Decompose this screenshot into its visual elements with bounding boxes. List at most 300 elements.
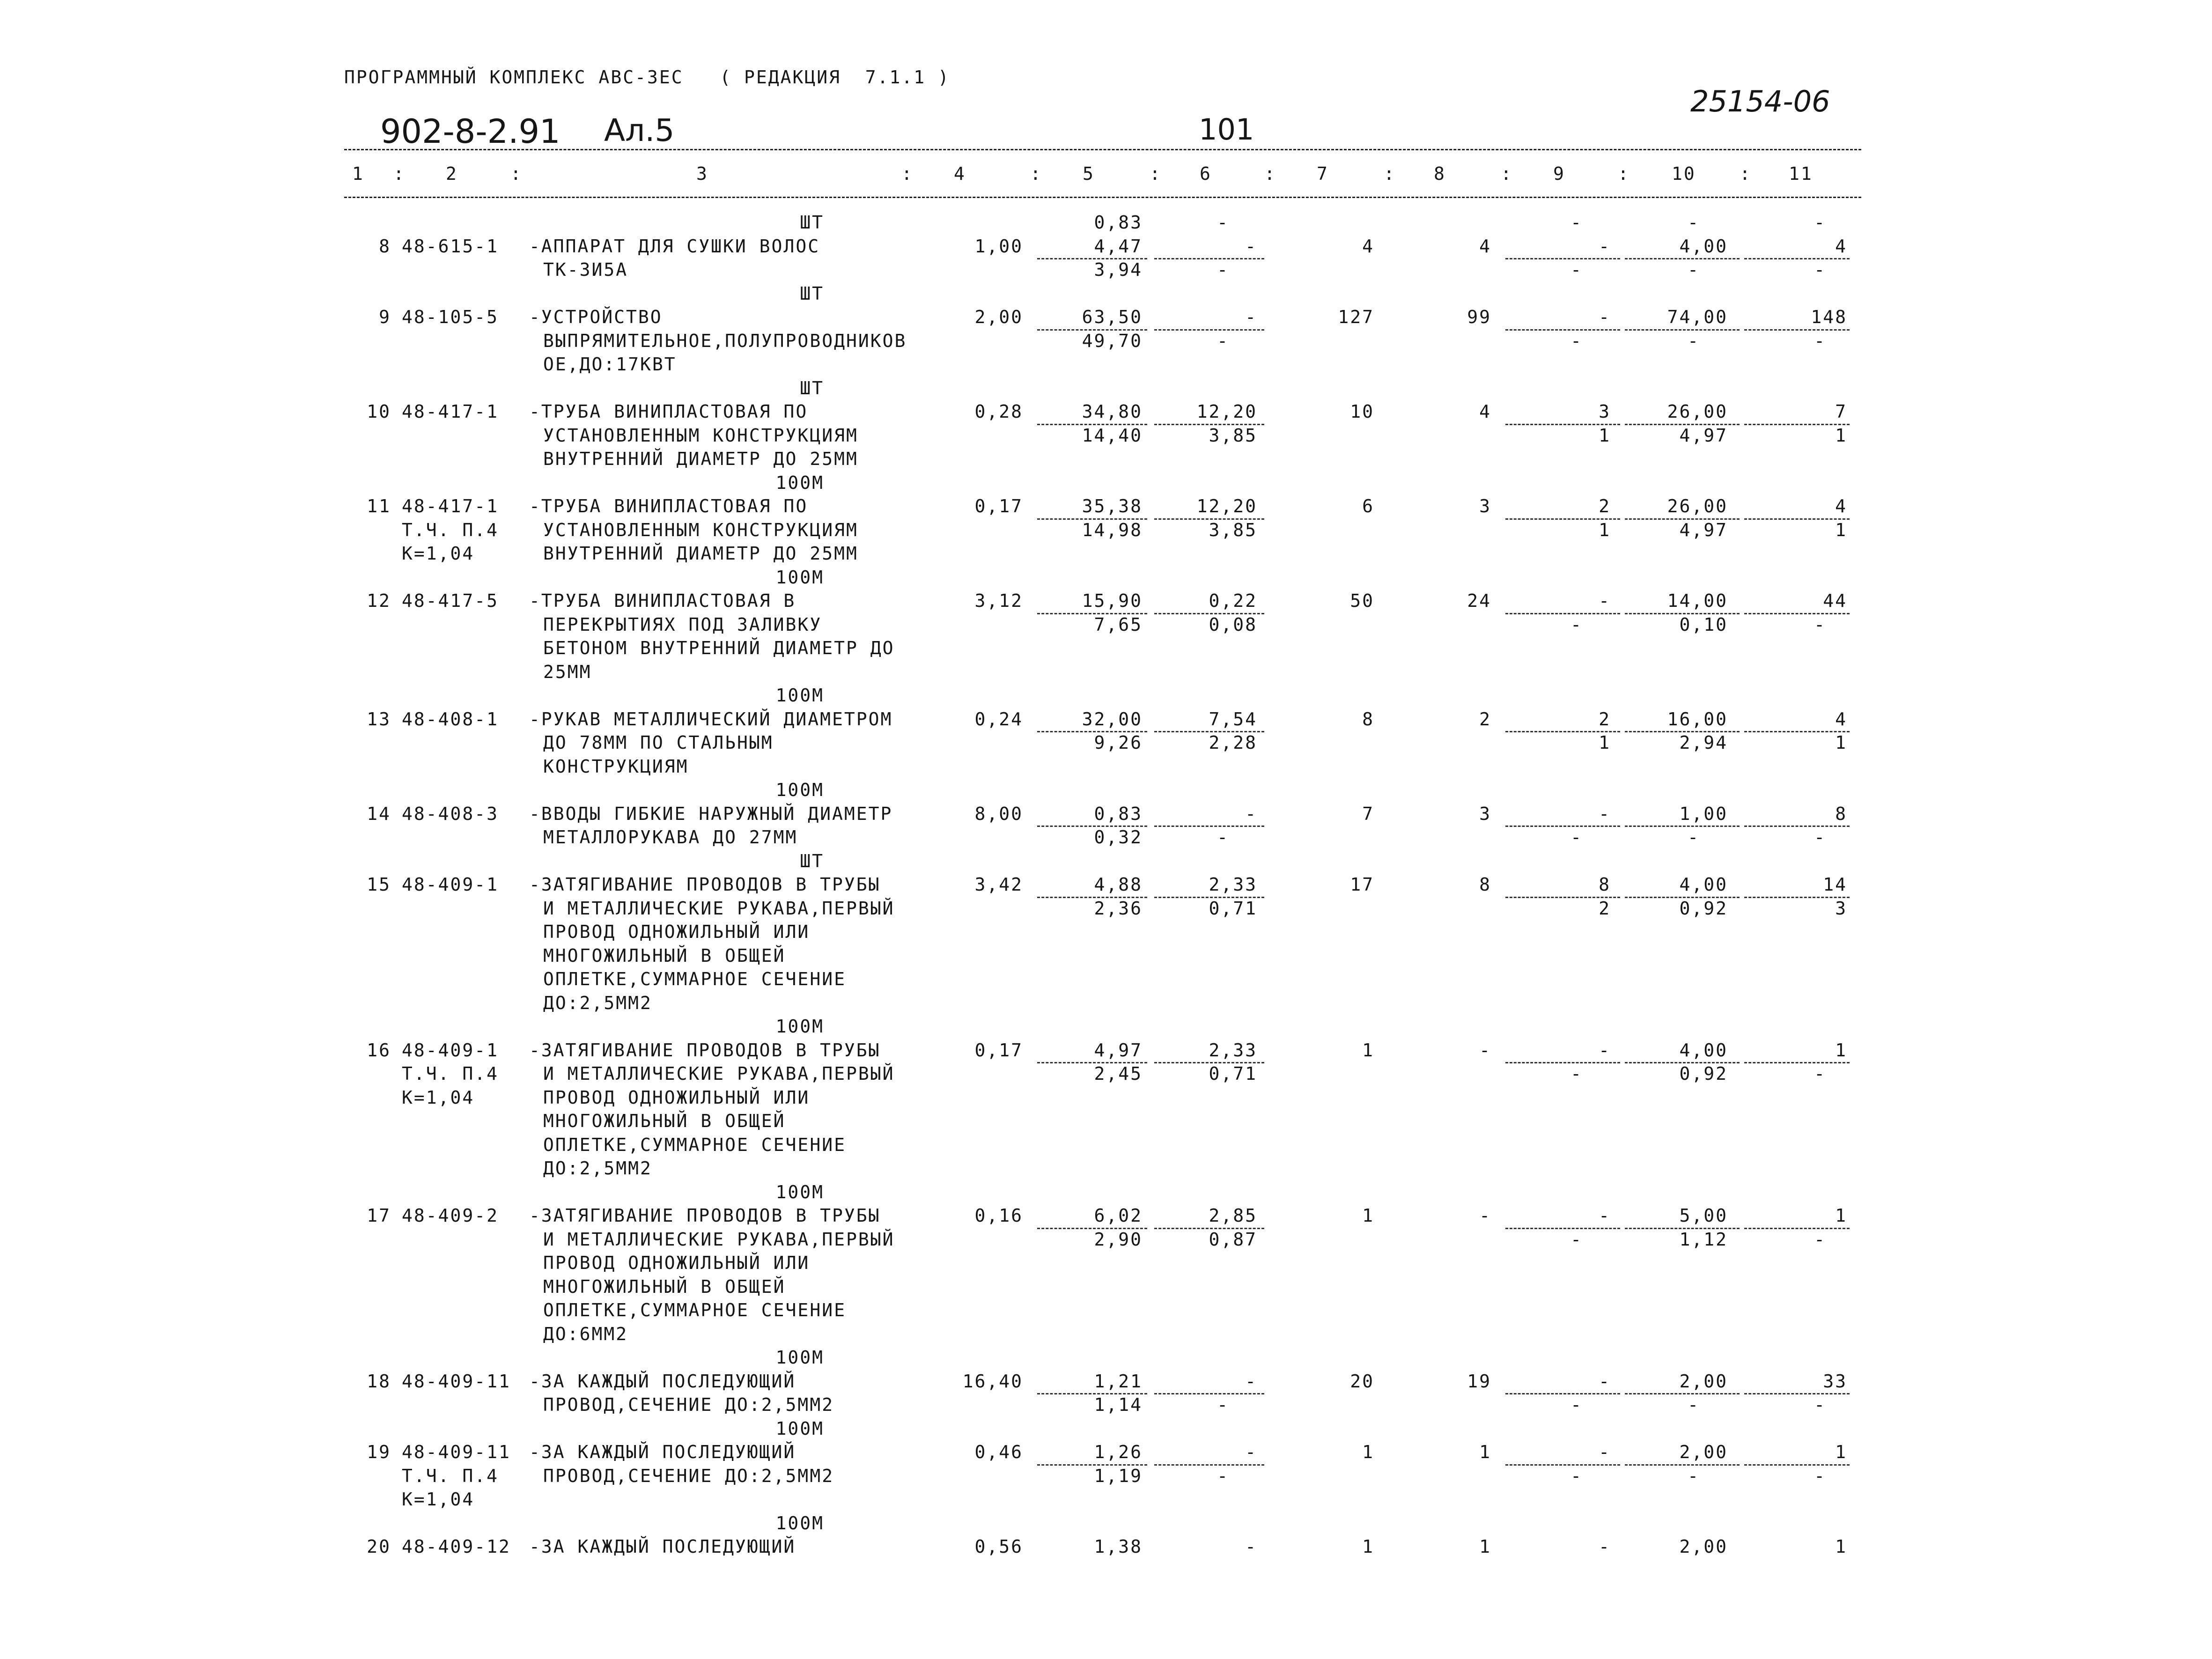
column-separator: :	[510, 163, 523, 184]
program-header: ПРОГРАММНЫЙ КОМПЛЕКС АВС-3ЕС ( РЕДАКЦИЯ 7.1.1 )	[344, 67, 950, 88]
column-separator: :	[1264, 163, 1276, 184]
unit-label: 100М	[775, 1347, 824, 1368]
subtotal-dash-line	[1744, 826, 1850, 827]
work-description: -ЗАТЯГИВАНИЕ ПРОВОДОВ В ТРУБЫ	[529, 1040, 881, 1061]
cell-col9: 2	[1599, 708, 1611, 730]
column-separator: :	[1030, 163, 1042, 184]
cell-col5-bottom: 14,40	[1082, 425, 1143, 446]
subtotal-dash-line	[1744, 613, 1850, 614]
rate-code-coef: К=1,04	[402, 1087, 475, 1108]
cell-col10: 5,00	[1679, 1205, 1728, 1226]
rate-code: 48-409-11	[402, 1371, 511, 1392]
cell-col11: 1	[1835, 1536, 1847, 1557]
cell-col10-bottom: -	[1688, 827, 1700, 848]
cell-col9: -	[1599, 590, 1611, 611]
work-description: ПРОВОД,СЕЧЕНИЕ ДО:2,5ММ2	[543, 1394, 834, 1415]
cell-col9-bottom: 1	[1599, 425, 1611, 446]
cell-col11: 4	[1835, 708, 1847, 730]
row-number: 15	[367, 874, 391, 895]
work-description: ДО 78ММ ПО СТАЛЬНЫМ	[543, 732, 774, 753]
cell-col9: 2	[1599, 496, 1611, 516]
row-number: 16	[367, 1040, 391, 1061]
cell-col11: 1	[1835, 1205, 1847, 1226]
cell-col10-bottom: 0,10	[1679, 614, 1728, 635]
cell-col5: 0,83	[1094, 803, 1143, 824]
cell-col6: 2,33	[1209, 874, 1257, 895]
work-description: -ВВОДЫ ГИБКИЕ НАРУЖНЫЙ ДИАМЕТР	[529, 803, 893, 824]
subtotal-dash-line	[1744, 731, 1850, 732]
work-description: МНОГОЖИЛЬНЫЙ В ОБЩЕЙ	[543, 945, 786, 966]
cell-col6-bottom: 0,71	[1209, 898, 1257, 919]
header-rule-bottom	[344, 197, 1861, 198]
cell-col5-bottom: 3,94	[1094, 259, 1143, 280]
unit-label: 100М	[775, 567, 824, 588]
quantity: 2,00	[974, 307, 1023, 327]
subtotal-dash-line	[1505, 329, 1620, 331]
sheet-label: Ал.5	[604, 112, 675, 148]
subtotal-dash-line	[1744, 518, 1850, 520]
rate-code-coef: К=1,04	[402, 1489, 475, 1510]
cell-col11: 7	[1835, 401, 1847, 422]
cell-col9-bottom: -	[1571, 1465, 1583, 1486]
cell-col5-bottom: 14,98	[1082, 519, 1143, 540]
work-description: ПРОВОД ОДНОЖИЛЬНЫЙ ИЛИ	[543, 1087, 810, 1108]
cell-col7: 1	[1362, 1040, 1374, 1061]
cell-col9: 3	[1599, 401, 1611, 422]
quantity: 8,00	[974, 803, 1023, 824]
column-separator: :	[1150, 163, 1162, 184]
work-description: МНОГОЖИЛЬНЫЙ В ОБЩЕЙ	[543, 1276, 786, 1297]
subtotal-dash-line	[1744, 1464, 1850, 1466]
cell-col6-bottom: -	[1217, 1465, 1229, 1486]
work-description: И МЕТАЛЛИЧЕСКИЕ РУКАВА,ПЕРВЫЙ	[543, 898, 895, 919]
subtotal-dash-line	[1505, 826, 1620, 827]
subtotal-dash-line	[1744, 1228, 1850, 1229]
cell-col6-bottom: 2,28	[1209, 732, 1257, 753]
rate-code: 48-615-1	[402, 236, 499, 257]
cell-col6-bottom: 0,71	[1209, 1063, 1257, 1084]
cell-col10-bottom: 0,92	[1679, 898, 1728, 919]
quantity: 0,46	[974, 1442, 1023, 1462]
cell-col5-bottom: 2,90	[1094, 1229, 1143, 1250]
subtotal-dash-line	[1505, 1062, 1620, 1063]
cell-col10-bottom: 1,12	[1679, 1229, 1728, 1250]
cell-col6: 7,54	[1209, 708, 1257, 730]
unit-label: 100М	[775, 780, 824, 800]
work-description: -ТРУБА ВИНИПЛАСТОВАЯ В	[529, 590, 796, 611]
column-separator: :	[1740, 163, 1752, 184]
cell-col5: 1,38	[1094, 1536, 1143, 1557]
work-description: МНОГОЖИЛЬНЫЙ В ОБЩЕЙ	[543, 1111, 786, 1131]
cell-col11: 14	[1823, 874, 1847, 895]
rate-code-coef: К=1,04	[402, 543, 475, 564]
cell-col10: 1,00	[1679, 803, 1728, 824]
cell-col9-bottom: -	[1571, 330, 1583, 351]
cell-col6-bottom: 0,87	[1209, 1229, 1257, 1250]
subtotal-dash-line	[1625, 258, 1740, 259]
cell-col10-bottom: 2,94	[1679, 732, 1728, 753]
cell-col10: 14,00	[1667, 590, 1728, 611]
cell-col6: 2,33	[1209, 1040, 1257, 1061]
cell-col9: -	[1599, 1442, 1611, 1462]
quantity: 3,42	[974, 874, 1023, 895]
cell-col11: 4	[1835, 496, 1847, 516]
work-description: И МЕТАЛЛИЧЕСКИЕ РУКАВА,ПЕРВЫЙ	[543, 1229, 895, 1250]
cell-col9-top: -	[1571, 212, 1583, 233]
cell-col9: -	[1599, 1040, 1611, 1061]
cell-col9-bottom: -	[1571, 1394, 1583, 1415]
row-number: 10	[367, 401, 391, 422]
column-separator: :	[1618, 163, 1630, 184]
cell-col5-bottom: 0,32	[1094, 827, 1143, 848]
cell-col6-bottom: -	[1217, 827, 1229, 848]
quantity: 0,17	[974, 496, 1023, 516]
column-header-11: 11	[1789, 163, 1813, 184]
quantity: 3,12	[974, 590, 1023, 611]
cell-col6-bottom: 3,85	[1209, 425, 1257, 446]
subtotal-dash-line	[1154, 826, 1264, 827]
rate-code: 48-408-3	[402, 803, 499, 824]
cell-col6: -	[1245, 1536, 1257, 1557]
cell-col9: -	[1599, 1536, 1611, 1557]
work-description: 25ММ	[543, 661, 592, 682]
work-description: -ТРУБА ВИНИПЛАСТОВАЯ ПО	[529, 401, 808, 422]
work-description: ОПЛЕТКЕ,СУММАРНОЕ СЕЧЕНИЕ	[543, 969, 846, 989]
cell-col6: 2,85	[1209, 1205, 1257, 1226]
work-description: БЕТОНОМ ВНУТРЕННИЙ ДИАМЕТР ДО	[543, 638, 895, 658]
work-description: -АППАРАТ ДЛЯ СУШКИ ВОЛОС	[529, 236, 820, 257]
cell-col8: 4	[1479, 236, 1491, 257]
cell-col10-bottom: -	[1688, 330, 1700, 351]
column-header-3: 3	[696, 163, 708, 184]
cell-col9-bottom: -	[1571, 1063, 1583, 1084]
row-number: 8	[379, 236, 391, 257]
work-description: ПРОВОД,СЕЧЕНИЕ ДО:2,5ММ2	[543, 1465, 834, 1486]
cell-col10-bottom: -	[1688, 1465, 1700, 1486]
quantity: 1,00	[974, 236, 1023, 257]
rate-code: 48-408-1	[402, 708, 499, 730]
cell-col10: 26,00	[1667, 496, 1728, 516]
cell-col10: 16,00	[1667, 708, 1728, 730]
rate-code: 48-417-1	[402, 496, 499, 516]
cell-col8: 8	[1479, 874, 1491, 895]
rate-code: 48-105-5	[402, 307, 499, 327]
cell-col7: 1	[1362, 1536, 1374, 1557]
work-description: -РУКАВ МЕТАЛЛИЧЕСКИЙ ДИАМЕТРОМ	[529, 708, 893, 730]
cell-col5-bottom: 2,36	[1094, 898, 1143, 919]
cell-col9: 8	[1599, 874, 1611, 895]
cell-col9: -	[1599, 1371, 1611, 1392]
unit-label: ШТ	[800, 377, 824, 398]
cell-col7: 8	[1362, 708, 1374, 730]
cell-col5-bottom: 49,70	[1082, 330, 1143, 351]
column-separator: :	[901, 163, 914, 184]
work-description: ОПЛЕТКЕ,СУММАРНОЕ СЕЧЕНИЕ	[543, 1134, 846, 1155]
unit-label: ШТ	[800, 283, 824, 304]
row-number: 18	[367, 1371, 391, 1392]
row-number: 14	[367, 803, 391, 824]
cell-col11-bottom: -	[1814, 614, 1826, 635]
cell-col7: 1	[1362, 1205, 1374, 1226]
work-description: -ЗА КАЖДЫЙ ПОСЛЕДУЮЩИЙ	[529, 1536, 796, 1557]
subtotal-dash-line	[1505, 613, 1620, 614]
unit-label: 100М	[775, 1418, 824, 1439]
cell-col10: 2,00	[1679, 1442, 1728, 1462]
row-number: 20	[367, 1536, 391, 1557]
cell-col11-bottom: -	[1814, 330, 1826, 351]
subtotal-dash-line	[1154, 1393, 1264, 1394]
work-description: ПЕРЕКРЫТИЯХ ПОД ЗАЛИВКУ	[543, 614, 822, 635]
unit-label: ШТ	[800, 212, 824, 233]
cell-col10: 2,00	[1679, 1536, 1728, 1557]
cell-col11-bottom: -	[1814, 1394, 1826, 1415]
quantity: 0,56	[974, 1536, 1023, 1557]
subtotal-dash-line	[1744, 1062, 1850, 1063]
subtotal-dash-line	[1505, 1228, 1620, 1229]
cell-col6: -	[1245, 307, 1257, 327]
cell-col5-bottom: 9,26	[1094, 732, 1143, 753]
subtotal-dash-line	[1505, 1464, 1620, 1466]
subtotal-dash-line	[1744, 897, 1850, 898]
work-description: И МЕТАЛЛИЧЕСКИЕ РУКАВА,ПЕРВЫЙ	[543, 1063, 895, 1084]
quantity: 0,28	[974, 401, 1023, 422]
subtotal-dash-line	[1154, 258, 1264, 259]
cell-col10-bottom: -	[1688, 259, 1700, 280]
document-code: 902-8-2.91	[380, 112, 560, 151]
unit-label: 100М	[775, 685, 824, 706]
cell-col10: 74,00	[1667, 307, 1728, 327]
cell-col6: 12,20	[1196, 401, 1257, 422]
cell-col5: 34,80	[1082, 401, 1143, 422]
work-description: ПРОВОД ОДНОЖИЛЬНЫЙ ИЛИ	[543, 1253, 810, 1273]
cell-col9: -	[1599, 1205, 1611, 1226]
cell-col10-top: -	[1688, 212, 1700, 233]
work-description: ВЫПРЯМИТЕЛЬНОЕ,ПОЛУПРОВОДНИКОВ	[543, 330, 907, 351]
cell-col8: 19	[1467, 1371, 1491, 1392]
column-header-6: 6	[1200, 163, 1212, 184]
rate-code: 48-409-11	[402, 1442, 511, 1462]
work-description: -ТРУБА ВИНИПЛАСТОВАЯ ПО	[529, 496, 808, 516]
cell-col11: 8	[1835, 803, 1847, 824]
cell-col8: 4	[1479, 401, 1491, 422]
subtotal-dash-line	[1744, 1393, 1850, 1394]
column-header-row	[0, 162, 2212, 185]
subtotal-dash-line	[1154, 329, 1264, 331]
cell-col10-bottom: 0,92	[1679, 1063, 1728, 1084]
cell-col5-bottom: 2,45	[1094, 1063, 1143, 1084]
cell-col6-bottom: 0,08	[1209, 614, 1257, 635]
work-description: МЕТАЛЛОРУКАВА ДО 27ММ	[543, 827, 798, 848]
work-description: ОПЛЕТКЕ,СУММАРНОЕ СЕЧЕНИЕ	[543, 1300, 846, 1320]
work-description: ДО:2,5ММ2	[543, 992, 652, 1013]
cell-col5: 1,21	[1094, 1371, 1143, 1392]
column-header-2: 2	[446, 163, 458, 184]
cell-col11-bottom: -	[1814, 1465, 1826, 1486]
work-description: -УСТРОЙСТВО	[529, 307, 663, 327]
unit-label: 100М	[775, 472, 824, 493]
column-header-7: 7	[1317, 163, 1329, 184]
cell-col11-bottom: 1	[1835, 519, 1847, 540]
row-number: 13	[367, 708, 391, 730]
rate-code: 48-409-2	[402, 1205, 499, 1226]
header-rule-top	[344, 149, 1861, 150]
rate-code-note: Т.Ч. П.4	[402, 1465, 499, 1486]
cell-col6: 0,22	[1209, 590, 1257, 611]
archive-stamp: 25154-06	[1690, 84, 1830, 118]
work-description: -ЗАТЯГИВАНИЕ ПРОВОДОВ В ТРУБЫ	[529, 874, 881, 895]
work-description: -ЗА КАЖДЫЙ ПОСЛЕДУЮЩИЙ	[529, 1371, 796, 1392]
cell-col8: 3	[1479, 496, 1491, 516]
rate-code-note: Т.Ч. П.4	[402, 1063, 499, 1084]
cell-col5: 1,26	[1094, 1442, 1143, 1462]
cell-col11: 1	[1835, 1442, 1847, 1462]
cell-col5: 32,00	[1082, 708, 1143, 730]
cell-col6: -	[1245, 236, 1257, 257]
cell-col10: 2,00	[1679, 1371, 1728, 1392]
work-description: КОНСТРУКЦИЯМ	[543, 756, 689, 777]
row-number: 9	[379, 307, 391, 327]
unit-label: 100М	[775, 1512, 824, 1534]
cell-col6-top: -	[1217, 212, 1229, 233]
cell-col9: -	[1599, 307, 1611, 327]
cell-col5: 35,38	[1082, 496, 1143, 516]
work-description: ДО:2,5ММ2	[543, 1158, 652, 1179]
work-description: ПРОВОД ОДНОЖИЛЬНЫЙ ИЛИ	[543, 922, 810, 942]
cell-col11-bottom: -	[1814, 259, 1826, 280]
column-separator: :	[393, 163, 406, 184]
column-header-9: 9	[1553, 163, 1565, 184]
rate-code: 48-417-5	[402, 590, 499, 611]
column-header-8: 8	[1434, 163, 1446, 184]
subtotal-dash-line	[1744, 258, 1850, 259]
cell-col8: 24	[1467, 590, 1491, 611]
column-header-1: 1	[352, 163, 364, 184]
cell-col7: 1	[1362, 1442, 1374, 1462]
work-description: ВНУТРЕННИЙ ДИАМЕТР ДО 25ММ	[543, 543, 858, 564]
rate-code: 48-409-1	[402, 1040, 499, 1061]
row-number: 19	[367, 1442, 391, 1462]
subtotal-dash-line	[1505, 258, 1620, 259]
cell-col8: -	[1479, 1205, 1491, 1226]
subtotal-dash-line	[1154, 1464, 1264, 1466]
cell-col9: -	[1599, 803, 1611, 824]
cell-col6: -	[1245, 803, 1257, 824]
cell-col8: 2	[1479, 708, 1491, 730]
rate-code-note: Т.Ч. П.4	[402, 519, 499, 540]
work-description: УСТАНОВЛЕННЫМ КОНСТРУКЦИЯМ	[543, 425, 858, 446]
subtotal-dash-line	[1625, 329, 1740, 331]
cell-col7: 127	[1338, 307, 1374, 327]
cell-col7: 7	[1362, 803, 1374, 824]
cell-col6: 12,20	[1196, 496, 1257, 516]
cell-col7: 4	[1362, 236, 1374, 257]
cell-col5-bottom: 1,14	[1094, 1394, 1143, 1415]
cell-col6-bottom: -	[1217, 259, 1229, 280]
subtotal-dash-line	[1625, 826, 1740, 827]
work-description: -ЗАТЯГИВАНИЕ ПРОВОДОВ В ТРУБЫ	[529, 1205, 881, 1226]
quantity: 0,16	[974, 1205, 1023, 1226]
cell-col7: 17	[1350, 874, 1374, 895]
subtotal-dash-line	[1744, 424, 1850, 425]
cell-col6-bottom: -	[1217, 1394, 1229, 1415]
cell-col5-top: 0,83	[1094, 212, 1143, 233]
quantity: 0,17	[974, 1040, 1023, 1061]
cell-col11: 44	[1823, 590, 1847, 611]
unit-label: ШТ	[800, 850, 824, 871]
cell-col11: 148	[1811, 307, 1847, 327]
cell-col5: 6,02	[1094, 1205, 1143, 1226]
rate-code: 48-417-1	[402, 401, 499, 422]
cell-col5: 4,47	[1094, 236, 1143, 257]
cell-col9-bottom: -	[1571, 259, 1583, 280]
cell-col6: -	[1245, 1371, 1257, 1392]
subtotal-dash-line	[1505, 1393, 1620, 1394]
cell-col11-bottom: 3	[1835, 898, 1847, 919]
cell-col5: 15,90	[1082, 590, 1143, 611]
cell-col9-bottom: 1	[1599, 732, 1611, 753]
cell-col7: 6	[1362, 496, 1374, 516]
cell-col11-bottom: -	[1814, 827, 1826, 848]
row-number: 17	[367, 1205, 391, 1226]
cell-col11-top: -	[1814, 212, 1826, 233]
work-description: ТК-3И5А	[543, 259, 628, 280]
cell-col8: 3	[1479, 803, 1491, 824]
page-number: 101	[1199, 112, 1254, 147]
row-number: 11	[367, 496, 391, 516]
cell-col7: 50	[1350, 590, 1374, 611]
cell-col10: 4,00	[1679, 1040, 1728, 1061]
cell-col5-bottom: 7,65	[1094, 614, 1143, 635]
cell-col9-bottom: -	[1571, 827, 1583, 848]
work-description: -ЗА КАЖДЫЙ ПОСЛЕДУЮЩИЙ	[529, 1442, 796, 1462]
cell-col6-bottom: 3,85	[1209, 519, 1257, 540]
cell-col6-bottom: -	[1217, 330, 1229, 351]
cell-col11-bottom: 1	[1835, 425, 1847, 446]
cell-col11: 1	[1835, 1040, 1847, 1061]
cell-col10: 26,00	[1667, 401, 1728, 422]
cell-col11-bottom: -	[1814, 1229, 1826, 1250]
cell-col10-bottom: 4,97	[1679, 519, 1728, 540]
subtotal-dash-line	[1625, 1393, 1740, 1394]
cell-col7: 10	[1350, 401, 1374, 422]
cell-col6: -	[1245, 1442, 1257, 1462]
cell-col8: 1	[1479, 1442, 1491, 1462]
row-number: 12	[367, 590, 391, 611]
rate-code: 48-409-12	[402, 1536, 511, 1557]
cell-col8: 1	[1479, 1536, 1491, 1557]
cell-col9-bottom: 1	[1599, 519, 1611, 540]
column-separator: :	[1501, 163, 1513, 184]
column-header-10: 10	[1672, 163, 1696, 184]
cell-col5: 63,50	[1082, 307, 1143, 327]
column-header-4: 4	[954, 163, 966, 184]
cell-col9: -	[1599, 236, 1611, 257]
cell-col8: 99	[1467, 307, 1491, 327]
unit-label: 100М	[775, 1181, 824, 1202]
quantity: 0,24	[974, 708, 1023, 730]
cell-col10-bottom: 4,97	[1679, 425, 1728, 446]
column-header-5: 5	[1083, 163, 1095, 184]
work-description: ВНУТРЕННИЙ ДИАМЕТР ДО 25ММ	[543, 449, 858, 469]
cell-col11: 4	[1835, 236, 1847, 257]
cell-col10: 4,00	[1679, 236, 1728, 257]
subtotal-dash-line	[1625, 1464, 1740, 1466]
cell-col10-bottom: -	[1688, 1394, 1700, 1415]
cell-col9-bottom: -	[1571, 1229, 1583, 1250]
cell-col9-bottom: 2	[1599, 898, 1611, 919]
work-description: УСТАНОВЛЕННЫМ КОНСТРУКЦИЯМ	[543, 519, 858, 540]
cell-col11: 33	[1823, 1371, 1847, 1392]
